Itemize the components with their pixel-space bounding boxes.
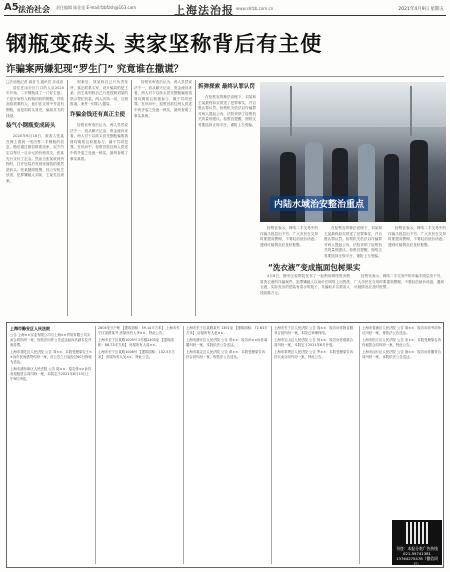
- ads-column-2: [98, 326, 180, 564]
- kicker-heading-2: 诈骗金钱还有真正主使: [70, 111, 126, 118]
- article-column-4: [198, 80, 256, 316]
- secondary-headline: “洗衣液”变成瓶面包树果实: [268, 263, 361, 272]
- page-number: A5: [4, 2, 19, 13]
- photo-caption: 内陆水域治安整治重点: [270, 196, 368, 211]
- ad-item: 上海市奉贤区人民法院 公告 罗××：本院受理原告诉你买卖合同纠纷一案，特此公告。: [274, 350, 354, 359]
- ads-column-4: [274, 326, 356, 564]
- page-header: [4, 2, 446, 16]
- ad-item: 上海市宝山区人民法院 公告 何××：原告诉你借款合同纠纷一案，本院定于2021年6月开庭。: [274, 338, 354, 347]
- body-paragraph-6: 检察官表示，网络二手交易中的诈骗手段层出不穷，广大市民在交易时要提高警惕，不要轻信低价诱惑，遇到可疑情况应及时报警。: [260, 226, 318, 247]
- ad-item: 上海市松江区人民法院 公告 宋××：本院受理原告诉你租赁合同纠纷一案，特此公告。: [362, 338, 442, 347]
- lead-paragraph: 居住在闵行区门口的人从2020年开始，二手钢瓶成了一门好生意。于是开始有人收购回收的钢瓶，并转卖给需要的人。他们在交易中并没有钢瓶，而是用砖头冒充，骗取对方的钱财。: [6, 85, 64, 118]
- section-name: 法治社会: [18, 5, 50, 14]
- body-paragraph-2: 到案后，刘某称自己只负责发货，真正联系买家、设计骗局的是王某；而王某则称自己只是按照刘某的指示帮忙收款。两人各执一词，互相推诿，案件一时陷入僵局。: [70, 80, 128, 107]
- issue-date: 2021年4月9日 星期五: [398, 7, 444, 12]
- ads-column-5: [362, 326, 442, 515]
- body-paragraph-7: 在检察官的释法说理下，刘某和王某最终如实供述了犯罪事实，并自愿认罪认罚。检察机关依法以诈骗罪对两人提起公诉，法院采纳了检察机关的量刑建议。检察官提醒，网络交易要选择正规平台，谨防上当受骗。: [324, 226, 382, 258]
- ad-item: 上海市青浦区人民法院 公告 梁××：原告诉你劳动争议纠纷一案，现依法公告送达。: [362, 326, 442, 335]
- ad-item: 上海市闵行区人民法院 公告 唐××：原告诉你服务合同纠纷一案，本院依法公告送达。: [362, 350, 442, 359]
- subheadline: 诈骗案两嫌犯现“罗生门” 究竟谁在撒谎？: [6, 64, 184, 75]
- ad-item: 上海市静安区人民法院 公告 郑××：原告孙××诉你离婚纠纷一案，本院依法公告送达。: [186, 338, 268, 347]
- kicker-heading-1: 装气小钢瓶变成砖头: [6, 123, 56, 130]
- secondary-article-col-2: [354, 274, 444, 318]
- ad-item: 上海市长宁区人民法院 公告 钱××：原告诉你物业服务合同纠纷一案，本院已审理终结。: [274, 326, 354, 335]
- ad-item: 上海市嘉定区人民法院 公告 黄××：本院受理原告诉你合同纠纷一案，现依法公告送达。: [186, 350, 266, 359]
- body-paragraph-5: 在检察官的释法说理下，刘某和王某最终如实供述了犯罪事实，并自愿认罪认罚。检察机关依法以诈骗罪对两人提起公诉，法院采纳了检察机关的量刑建议。检察官提醒，网络交易要选择正规平台，谨防上当受骗。: [198, 95, 256, 127]
- classified-ads-section: [6, 322, 444, 568]
- website-url: www.shfzb.com.cn: [236, 6, 274, 11]
- article-column-3: [134, 80, 192, 316]
- ad-item: 2804室分户账 【建筑面积：59.14平方米】 上海市长宁区某路某号 房屋所有人李××，特此公告。: [98, 326, 180, 335]
- ads-col1-title: 上海市静安区人民法院: [10, 326, 50, 331]
- ad-item: 上海市长宁区某路1006号 【建筑面积：102.5平方米】 房屋所有人吴××，特此公告。: [98, 350, 176, 359]
- ad-item: 上海市普陀区人民法院 公告 刘××：本院受理原告王××诉你民间借贷纠纷一案，自公告之日起经过60日即视为送达。: [10, 350, 92, 364]
- editor-info: 责任编辑 陈佳佳 E-mail:fzbfzsh@163.com: [56, 5, 137, 10]
- ad-contact-box: [392, 520, 442, 565]
- article-column-2: [70, 80, 128, 316]
- secondary-article-col-1: [260, 274, 350, 318]
- article-column-5: [260, 226, 318, 260]
- masthead-logo: 上海法治报: [174, 4, 234, 17]
- article-column-6: [324, 226, 382, 260]
- article-column-1: [6, 80, 64, 316]
- body-paragraph-1: 2020年6月18日，被害人张某在网上看到一则出售二手钢瓶的信息，随后通过微信联系卖家，双方约定以每只一百余元的价格成交，张某先行支付了定金。然而当张某收到货物时，打开包装后发现里面装的竟然是砖头。张某随即报警。经公安机关侦查，犯罪嫌疑人刘某、王某先后到案。: [6, 134, 64, 183]
- body-paragraph-8: 检察官表示，网络二手交易中的诈骗手段层出不穷，广大市民在交易时要提高警惕，不要轻信低价诱惑，遇到可疑情况应及时报警。: [388, 226, 446, 247]
- qr-code-icon: [406, 522, 428, 544]
- ad-item: 公告 上海××实业有限公司与上海××贸易有限公司买卖合同纠纷一案，现依法向你公告送达起诉状副本及开庭传票。: [10, 333, 92, 347]
- article-column-7: [388, 226, 446, 260]
- kicker-heading-3: 拆弹探索 最终认罪认罚: [198, 84, 255, 90]
- ads-column-3: [186, 326, 268, 564]
- ad-item: 上海市长宁区某路某号 1301室 【建筑面积：72.63平方米】 房屋所有人赵××。: [186, 326, 268, 335]
- secondary-paragraph-1: 4月8日，静安区检察院发布了一起利用网络售卖假冒洗衣液的诈骗案件。犯罪嫌疑人以低价在网络上出售洗衣液，实际发出的是装有清水的瓶子，共骗取多名被害人钱款数万元。: [260, 274, 350, 295]
- byline: □法治报记者 翁音飞 通讯员 乐成成: [6, 80, 64, 84]
- ad-item: 上海市浦东新区人民法院 公告 陈××：原告张××诉你房屋租赁合同纠纷一案，本院定于2021年6月10日上午9时开庭。: [10, 367, 92, 381]
- headline: 钢瓶变砖头 卖家坚称背后有主使: [6, 32, 323, 56]
- ad-contact-text: 刊登：本报分类广告热线 021-59741381 13764275478（微信同号）: [396, 546, 438, 567]
- secondary-paragraph-2: 检察官表示，网络二手交易中的诈骗手段层出不穷，广大市民在交易时要提高警惕，不要轻信低价诱惑，遇到可疑情况应及时报警。: [354, 274, 444, 290]
- ads-column-1: [10, 326, 92, 564]
- body-paragraph-3: 检察官审查后认为，两人虽然说法不一，但从聊天记录、资金流向来看，两人对于以砖头冒充钢瓶骗取钱财均明知且积极参与，属于共同犯罪。在讯问中，检察官抓住两人供述中的矛盾之处逐一核实，最终查明了事实真相。: [70, 122, 128, 161]
- ad-item: 上海市长宁区某路1005号 2号楼2405室 【建筑面积：88.73平方米】 房屋所有人周××。: [98, 338, 174, 347]
- body-paragraph-4: 检察官审查后认为，两人虽然说法不一，但从聊天记录、资金流向来看，两人对于以砖头冒充钢瓶骗取钱财均明知且积极参与，属于共同犯罪。在讯问中，检察官抓住两人供述中的矛盾之处逐一核实，最终查明了事实真相。: [134, 80, 192, 118]
